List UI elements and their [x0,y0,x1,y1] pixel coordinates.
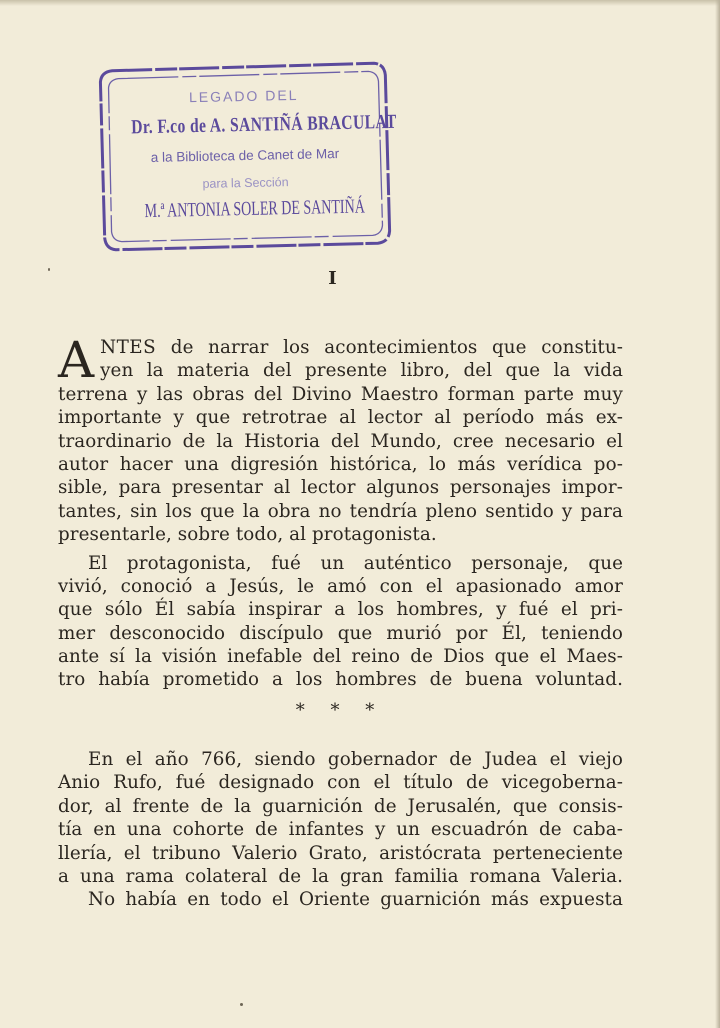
paragraph3-line: dor, al frente de la guarnición de Jerusalén, que consis- [58,795,623,817]
stamp-line-section: para la Sección [202,175,289,191]
intro-line-1-rest: de narrar los acontecimientos que constitu- [170,337,623,358]
library-stamp [98,59,397,253]
paragraph2-line: mer desconocido discípulo que murió por Él, teniendo [58,622,623,644]
body-text-continued [58,748,623,912]
paragraph2-line: ante sí la visión inefable del reino de Dios que el Maes- [58,646,623,668]
paragraph3-line: llería, el tribuno Valerio Grato, aristócrata perteneciente [58,842,623,864]
body-text [58,331,623,692]
page-right-edge [715,0,720,1028]
intro-line-2: yen la materia del presente libro, del que la vida [100,360,623,382]
stamp-line-legado: LEGADO DEL [188,86,299,106]
intro-line-1 [100,336,623,359]
intro-line-last: presentarle, sobre todo, al protagonista. [58,524,437,546]
intro-line: autor hacer una digresión histórica, lo más verídica po- [58,453,623,475]
stamp-line-library: a la Biblioteca de Canet de Mar [150,146,340,165]
stamp-line-name: M.ª ANTONIA SOLER DE SANTIÑÁ [144,195,366,223]
paper-speck [48,268,50,271]
intro-line: sible, para presentar al lector algunos personajes impor- [58,477,623,499]
paragraph3-line: En el año 766, siendo gobernador de Judea el viejo [88,749,623,770]
intro-line: importante y que retrotrae al lector al período más ex- [58,407,623,429]
paragraph3-line: Anio Rufo, fué designado con el título de vicegoberna- [58,772,623,794]
paragraph2-line: que sólo Él sabía inspirar a los hombres, y fué el pri- [58,599,623,621]
intro-first-word: NTES [100,337,157,358]
paper-speck [240,1003,243,1006]
intro-line: terrena y las obras del Divino Maestro forman parte muy [58,383,623,405]
paragraph2-line: tro había prometido a los hombres de buena voluntad. [58,669,623,691]
intro-line: tantes, sin los que la obra no tendría pleno sentido y para [58,500,623,522]
paragraph3-line: tía en una cohorte de infantes y un escuadrón de caba- [58,819,623,841]
drop-cap: A [58,331,95,389]
intro-opening [58,331,623,389]
paragraph2-line: El protagonista, fué un auténtico personaje, que [88,552,623,574]
section-divider: * * * [295,700,385,721]
page-top-edge [0,0,720,6]
chapter-number: I [328,268,337,289]
paragraph4-line: No había en todo el Oriente guarnición más expuesta [88,889,623,911]
intro-line: traordinario de la Historia del Mundo, cree necesario el [58,430,623,452]
stamp-line-donor: Dr. F.co de A. SANTIÑÁ BRACULAT [131,110,397,139]
paragraph3-line: a una rama colateral de la gran familia romana Valeria. [58,865,623,887]
paragraph2-line: vivió, conoció a Jesús, le amó con el apasionado amor [58,575,623,597]
